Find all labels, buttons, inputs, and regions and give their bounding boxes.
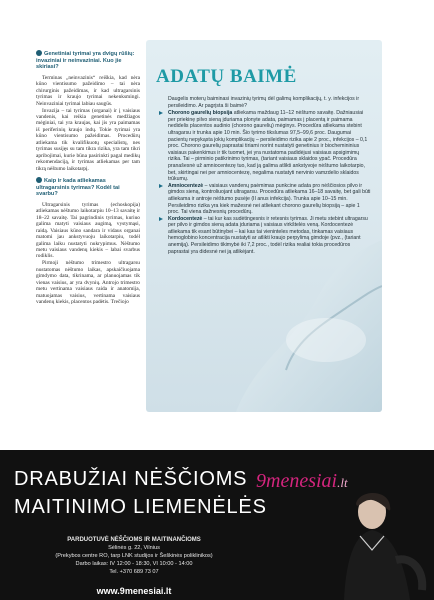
store-hours: Darbo laikas: IV 12:00 - 18:30, VI 10:00 - 14:00: [75, 561, 193, 567]
article-title: ADATŲ BAIMĖ: [156, 66, 297, 87]
bullet-text: – tai kur kas sudėtingesnis ir retesnis tyrimas. Ji metu stebint ultragarsu per pilvo ir gimdos sieną adata įduriama į vaisiaus virkštelės veną. Kordocentezė atliekama tik esant būtinybei – kai kas tai vieninteles metodas, tinkamas vaisiaus hemoglobino koncentracija nustatyti ar atlikti kraujo perpylimą gimdoje (pvz., (tariant anemiją). Persileidimo tikimybė iki 7,2 proc., todėl rizika realiai tokia procedūros paprastai yra didesnė nei ją atlikėjant.: [168, 215, 368, 255]
advertisement-banner[interactable]: [0, 450, 434, 600]
list-item: [158, 183, 372, 216]
question-block-1: [36, 50, 140, 172]
store-info: [14, 536, 254, 576]
bullet-term: Kordocentezė: [168, 215, 203, 222]
question-heading-1: [36, 50, 140, 71]
question-block-2: [36, 177, 140, 306]
sidebar-article: [146, 40, 382, 412]
paragraph: Pirmoji nėštumo trimestro ultragarsu nustatomas nėštumo laikas, apskaičiuojama gimdymo data, tikrinama, ar planuojamas tik vienas vaisius, ar yra dvynių. Antrojo trimestro metu vertinama vaisiaus raida ir anatomija, matuojamas vaisius, vertinama vaisiaus vandenų kiekis, placentos padėtis. Trečiojo: [36, 260, 140, 306]
logo-text: 9menesiai: [256, 470, 338, 492]
bullet-text: atliekama maždaug 11–12 nėštumo savaitę. Dažniausiai per priekinę pilvo sieną įduriama plonyte adata, paimamas į placentą ir paimama nedidelis placentos audinio (chorono gaurelių) mėginys. Procedūra atliekama stebint ultragarsu ir trunka apie 10 min. Šio tyrimo tikslumas 97,5–99,6 proc. Daugumai pacientų nepykąsta jokių komplikacijų – persileidimo rizika apie 2 proc., infekcijos – 0,1 proc. Chorono gaurelių paprastai tiriami norint nustatyti genetinius ir biochemininius vaisiaus pakenkimus ir tik tuomet, jei yra nustatoma padidėjusi vaisiaus apsigimimų rizika. Tai – pirminio patikrinimo tyrimas, (tariant vaisiaus sklaidos ypač. Procedūra pranašesnė už amniocentezę tuo, kad ją galima atlikti ankstyvoje nėštumo laikotarpio, bet, skirtingai nei per amniocentezę, negalima nustatyti nervinio vamzdelio sklaidos trūkumų.: [168, 110, 368, 183]
logo-suffix: .lt: [337, 475, 348, 490]
bullet-text: – vaisiaus vandenų paėmimas punkcine adata pro nėščiosios pilvo ir gimdos sieną, kontroliuojant ultragarsu. Procedūra atliekama 16–18 savaitę, bet gali būti atliekama ir antroje nėštumo pusėje (II anus infekcija). Trunka apie 10–15 min. Persileidimo rizika yra kiek mažesnė nei atliekant chorono gaurelių biopsiją – apie 1 proc. Tai viena dažnesnių procedūrų.: [168, 182, 371, 216]
ad-headline-1: DRABUŽIAI NĖŠČIOMS: [14, 468, 248, 490]
store-name: PARDUOTUVĖ NĖŠČIOMS IR MAITINANČIOMS: [67, 537, 201, 543]
paragraph: Ultragarsinis tyrimas (echoskopija) atliekamas nėštumo laikotarpiu 10–13 savaitę ir 18–22 savaitę. Tai pagrindinis tyrimas, kuriuo galima matyti vaisiaus augimą, vystymąsi, raidą. Vaisiaus kūno sandara ir vidaus organai matomi jau ankstyvuoju laikotarpiu, todėl galima laiku nustatyti nukrypimus. Nėštumo metu vaisiaus vandenų kiekis – labai svarbus rodiklis.: [36, 201, 140, 260]
answer-1: [36, 75, 140, 172]
question-icon: [36, 177, 42, 183]
article-intro: Daugelis moterų baiminasi invazinių tyrimų dėl galimų komplikacijų, t. y. infekcijos ir persileidimo. Ar pagrįsta ši baimė?: [168, 96, 360, 109]
question-2-text: Kaip ir kada atliekamas ultragarsinis tyrimas? Kodėl tai svarbu?: [36, 178, 120, 198]
store-address: Sėlinės g. 22, Vilnius: [108, 545, 160, 551]
list-item: [158, 110, 372, 183]
model-photo: [300, 490, 434, 600]
left-column: [36, 50, 140, 448]
bullet-arrow-icon: [159, 111, 163, 115]
article-content: [158, 96, 372, 255]
store-phone: Tel. +370 689 73 07: [109, 569, 159, 575]
question-1-text: Genetiniai tyrimai yra dvigų rūšių: invaziniai ir neinvaziniai. Kuo jie skiriasi?: [36, 51, 135, 71]
paragraph: Terminas „neinvazinis“ reiškia, kad nėra kūno vientisumo pažeidimo – tai nėra chirurginis pažeidimas, ir kad ultragarsinis tyrimas ir kraujo tyrimai nekenksmingi. Neinvaziniai tyrimai labiau saugūs.: [36, 74, 140, 107]
answer-2: [36, 202, 140, 306]
question-icon: [36, 50, 42, 56]
store-location: (Prekybos centre RO, tarp LNK studijos ir Šeškinės poliklinikos): [55, 553, 213, 559]
bullet-arrow-icon: [159, 217, 163, 221]
bullet-arrow-icon: [159, 184, 163, 188]
ad-headline-2: MAITINIMO LIEMENĖLĖS: [14, 496, 267, 518]
question-heading-2: [36, 177, 140, 198]
paragraph: Invazija – tai tyrimas (organai) ir į vaisiaus vandenis, kai reikia genetinės medžiagos mėginiai, tai yra kraujas, kai jis yra paimamas iš periferinių kraujo indų. Tokie tyrimai yra kūno vientisumo pažeidimas. Procedūrų atliekama tik kvalifikuotų specialistų, nes tyrimas susijęs su tam tikra rizika, yra tam tikri apribojimai, kurie būna pasirinkti pagal medikų rekomendaciją, ir tyrimas atliekamas per tam tikrą nėštumo laikotarpį.: [36, 107, 140, 172]
list-item: [158, 216, 372, 256]
bullet-term: Amniocentezė: [168, 182, 204, 189]
bullet-term: Chorono gaurelių biopsija: [168, 110, 233, 117]
website-link[interactable]: www.9menesiai.lt: [96, 586, 172, 596]
